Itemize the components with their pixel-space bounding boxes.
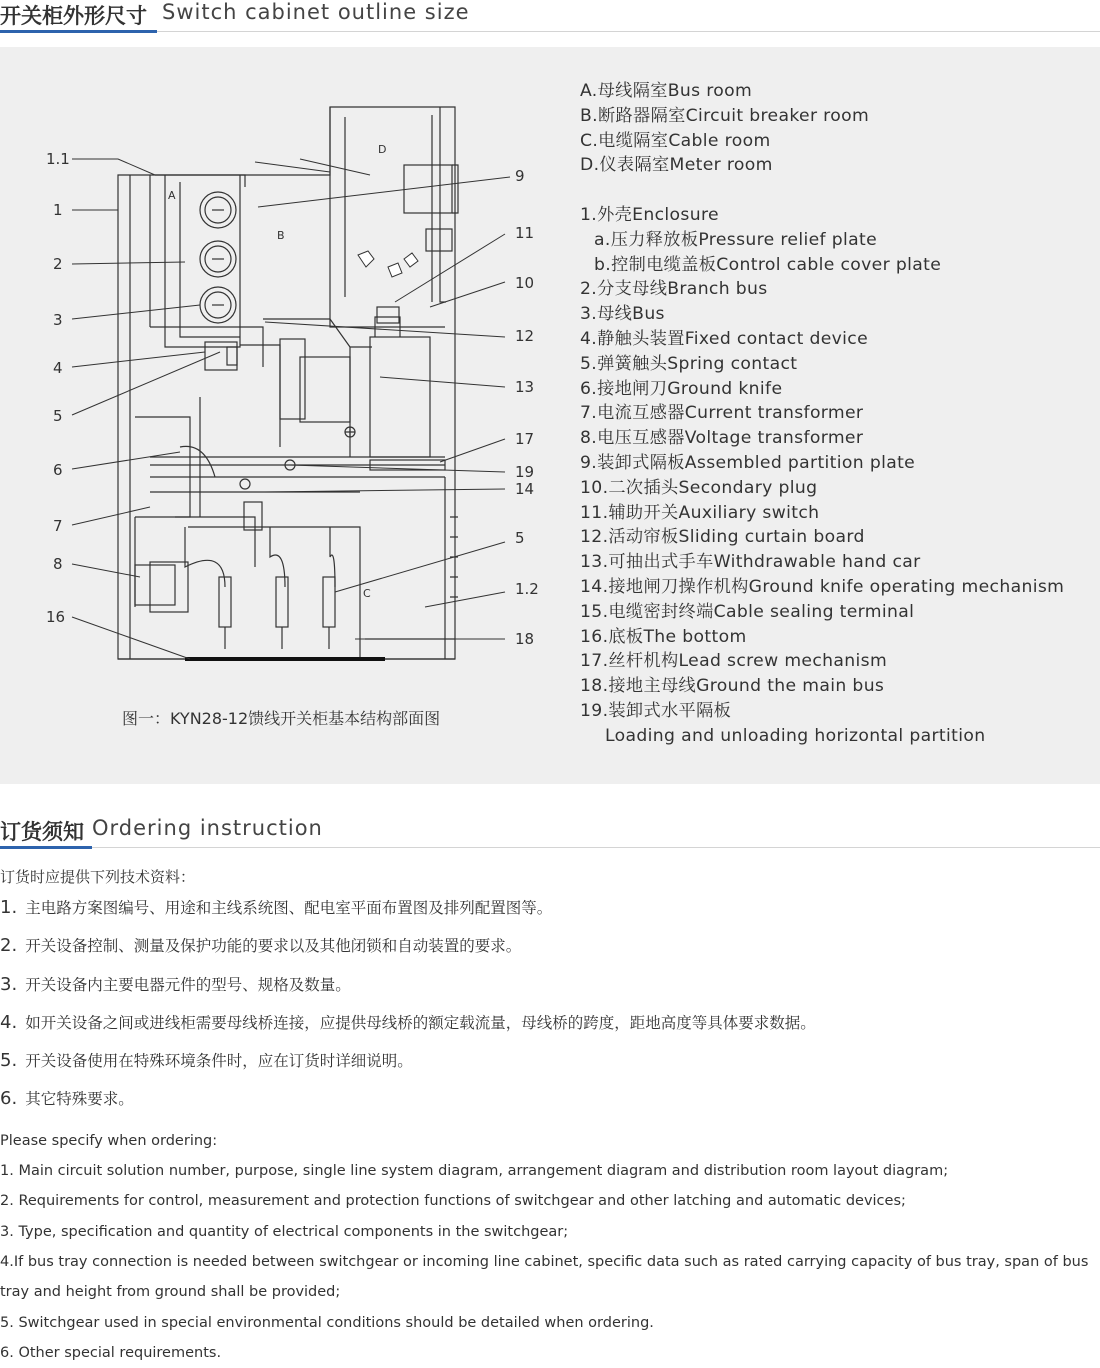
cable-fragments [358, 251, 418, 277]
legend-room: D.仪表隔室Meter room [580, 155, 773, 176]
ordering-item-en: 5. Switchgear used in special environmental conditions should be detailed when ordering. [0, 1314, 654, 1331]
ordering-item-en: 3. Type, specification and quantity of electrical components in the switchgear; [0, 1223, 569, 1240]
legend-item: 12.活动帘板Sliding curtain board [580, 527, 865, 548]
cabinet-section-diagram [0, 47, 560, 747]
legend-item: 14.接地闸刀操作机构Ground knife operating mechanism [580, 576, 1065, 597]
section-title-cn: 开关柜外形尺寸 [0, 4, 147, 28]
leader-lines [72, 159, 510, 659]
callout-label: 17 [515, 430, 535, 448]
legend-items [580, 203, 1064, 749]
ordering-list-en [0, 1156, 1100, 1368]
section-header-outline [0, 0, 1100, 34]
diagram-caption: 图一：KYN28-12馈线开关柜基本结构部面图 [122, 709, 441, 728]
section-title-en: Switch cabinet outline size [162, 0, 470, 24]
ordering-intro-cn: 订货时应提供下列技术资料： [0, 868, 196, 886]
ordering-item-text: 开关设备内主要电器元件的型号、规格及数量。 [25, 975, 351, 994]
legend-item: 4.静触头装置Fixed contact device [580, 328, 869, 349]
ordering-item-cn [0, 896, 1100, 934]
callout-label: 6 [53, 461, 63, 479]
legend [580, 79, 1064, 749]
legend-item: 17.丝杆机构Lead screw mechanism [580, 651, 888, 672]
right-callout-labels [515, 167, 539, 648]
section-accent-bar [0, 30, 157, 33]
legend-item: 6.接地闸刀Ground knife [580, 378, 783, 399]
ordering-item-cn [0, 1049, 1100, 1087]
legend-item: 15.电缆密封终端Cable sealing terminal [580, 601, 915, 622]
ordering-item-cn [0, 1087, 1100, 1125]
callout-label: 18 [515, 630, 535, 648]
legend-gap [580, 178, 1064, 203]
legend-item: 9.装卸式隔板Assembled partition plate [580, 452, 916, 473]
callout-label: 2 [53, 255, 63, 273]
legend-item: 13.可抽出式手车Withdrawable hand car [580, 552, 921, 573]
callout-label: 7 [53, 517, 63, 535]
legend-item: 11.辅助开关Auxiliary switch [580, 502, 820, 523]
legend-item: 1.外壳Enclosure [580, 204, 719, 225]
callout-label: 12 [515, 327, 535, 345]
legend-room: C.电缆隔室Cable room [580, 130, 771, 151]
callout-label: 19 [515, 463, 535, 481]
ordering-item-text: 开关设备控制、测量及保护功能的要求以及其他闭锁和自动装置的要求。 [25, 937, 522, 956]
ordering-item-text: 如开关设备之间或进线柜需要母线桥连接，应提供母线桥的额定载流量，母线桥的跨度，距地高度等具体要求数据。 [25, 1013, 816, 1032]
section-title-cn: 订货须知 [0, 820, 84, 844]
ordering-list-cn [0, 896, 1100, 1126]
room-letter: B [277, 229, 285, 242]
ordering-item-cn [0, 934, 1100, 972]
callout-label: 9 [515, 167, 525, 185]
legend-item: b.控制电缆盖板Control cable cover plate [594, 254, 942, 275]
legend-item: 3.母线Bus [580, 304, 665, 325]
callout-label: 13 [515, 378, 535, 396]
ordering-item-en: 6. Other special requirements. [0, 1344, 222, 1361]
legend-room: A.母线隔室Bus room [580, 81, 753, 101]
ordering-item-cn [0, 973, 1100, 1011]
ordering-item-text: 其它特殊要求。 [25, 1090, 134, 1109]
ordering-item-number: 1. [0, 897, 18, 918]
ordering-item-en: 4.If bus tray connection is needed between switchgear or incoming line cabinet, specific data such as rated carrying capacity of bus tray, span of bus tray and height from ground shall be provided; [0, 1253, 1089, 1301]
callout-label: 14 [515, 480, 535, 498]
callout-label: 16 [46, 608, 66, 626]
room-letter: C [363, 587, 371, 600]
ordering-item-number: 4. [0, 1011, 18, 1033]
callout-label: 3 [53, 311, 63, 329]
section-rule [0, 31, 1100, 32]
ordering-content [0, 862, 1100, 1368]
section-rule [0, 847, 1100, 848]
callout-label: 1 [53, 201, 63, 219]
ordering-intro-en: Please specify when ordering: [0, 1132, 218, 1149]
ordering-item-number: 3. [0, 973, 18, 995]
ordering-item-text: 开关设备使用在特殊环境条件时，应在订货时详细说明。 [25, 1052, 413, 1071]
callout-label: 1.2 [515, 580, 539, 598]
callout-label: 11 [515, 224, 535, 242]
legend-item: 7.电流互感器Current transformer [580, 403, 864, 424]
section-title-en: Ordering instruction [92, 816, 323, 840]
legend-item: a.压力释放板Pressure relief plate [594, 229, 878, 250]
callout-label: 5 [53, 407, 63, 425]
ordering-item-en: 2. Requirements for control, measurement and protection functions of switchgear and other latching and automatic devices; [0, 1193, 906, 1210]
room-letter: A [168, 189, 176, 202]
ordering-item-number: 6. [0, 1088, 18, 1110]
legend-item: 10.二次插头Secondary plug [580, 477, 818, 498]
legend-rooms [580, 79, 1064, 178]
ordering-item-text: 主电路方案图编号、用途和主线系统图、配电室平面布置图及排列配置图等。 [25, 899, 553, 917]
ordering-item-cn [0, 1011, 1100, 1049]
callout-label: 4 [53, 359, 63, 377]
callout-label: 10 [515, 274, 535, 292]
callout-label: 8 [53, 555, 63, 573]
ordering-item-number: 2. [0, 935, 18, 957]
legend-room: B.断路器隔室Circuit breaker room [580, 105, 870, 126]
legend-item: Loading and unloading horizontal partition [605, 725, 986, 746]
legend-item: 16.底板The bottom [580, 626, 747, 647]
ordering-en-block [0, 1126, 1100, 1368]
section-accent-bar [0, 846, 92, 849]
room-letter: D [378, 143, 387, 156]
legend-item: 19.装卸式水平隔板 [580, 700, 732, 721]
callout-label: 1.1 [46, 150, 70, 168]
section-header-ordering [0, 816, 1100, 850]
legend-item: 8.电压互感器Voltage transformer [580, 428, 864, 449]
legend-item: 5.弹簧触头Spring contact [580, 353, 798, 374]
ordering-item-en: 1. Main circuit solution number, purpose, single line system diagram, arrangement diagram and distribution room layout diagram; [0, 1163, 949, 1180]
callout-label: 5 [515, 529, 525, 547]
ordering-item-number: 5. [0, 1050, 18, 1072]
left-callout-labels [46, 150, 70, 626]
diagram-panel [0, 47, 1100, 784]
room-letters [168, 143, 386, 600]
legend-item: 18.接地主母线Ground the main bus [580, 676, 885, 697]
legend-item: 2.分支母线Branch bus [580, 279, 768, 300]
